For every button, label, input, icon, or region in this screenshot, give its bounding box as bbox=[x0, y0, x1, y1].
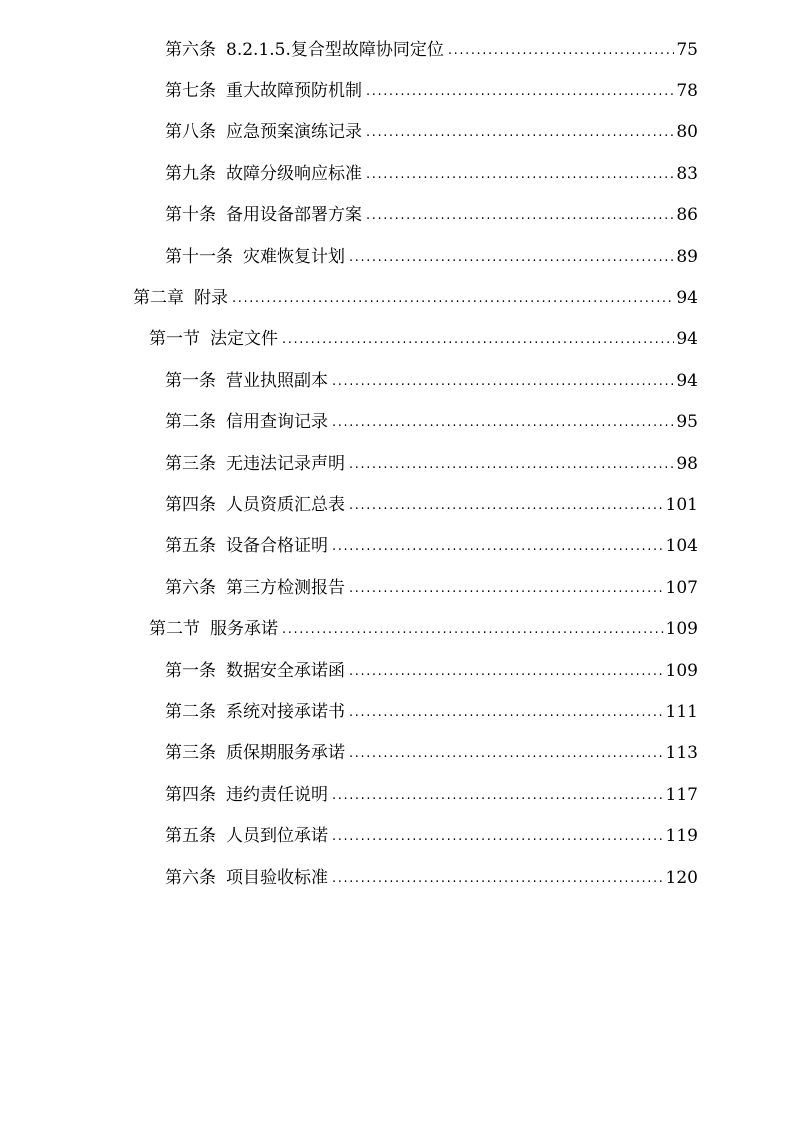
toc-entry-row bbox=[165, 454, 698, 476]
toc-entry[interactable] bbox=[0, 154, 793, 195]
toc-entry-title bbox=[165, 164, 362, 184]
toc-entry-text: 设备合格证明 bbox=[226, 536, 328, 557]
toc-entry-title bbox=[165, 205, 362, 225]
toc-entry[interactable] bbox=[0, 734, 793, 775]
dot-leader bbox=[366, 82, 674, 102]
toc-entry-title bbox=[149, 329, 278, 349]
toc-entry-text: 项目验收标准 bbox=[226, 867, 328, 888]
toc-entry-number: 第六条 bbox=[165, 39, 216, 60]
toc-entry-row bbox=[165, 495, 698, 517]
dot-leader bbox=[282, 330, 674, 350]
toc-entry-row bbox=[165, 40, 698, 62]
toc-entry-number: 第一节 bbox=[149, 329, 200, 350]
toc-entry[interactable] bbox=[0, 609, 793, 650]
toc-entry-text: 灾难恢复计划 bbox=[243, 246, 345, 267]
toc-entry-title bbox=[165, 247, 345, 267]
toc-entry-title bbox=[149, 619, 278, 639]
toc-entry-title bbox=[165, 868, 328, 888]
toc-entry-text: 人员资质汇总表 bbox=[226, 494, 345, 515]
toc-entry-number: 第二章 bbox=[133, 288, 184, 309]
toc-page-number: 113 bbox=[665, 743, 698, 764]
toc-entry-text: 信用查询记录 bbox=[226, 412, 328, 433]
toc-entry-number: 第六条 bbox=[165, 867, 216, 888]
toc-entry-text: 备用设备部署方案 bbox=[226, 205, 362, 226]
toc-entry[interactable] bbox=[0, 858, 793, 899]
toc-entry-number: 第三条 bbox=[165, 743, 216, 764]
dot-leader bbox=[332, 372, 674, 392]
toc-entry-number: 第六条 bbox=[165, 577, 216, 598]
toc-entry-text: 第三方检测报告 bbox=[226, 577, 345, 598]
toc-entry-title bbox=[165, 81, 362, 101]
toc-entry[interactable] bbox=[0, 403, 793, 444]
dot-leader bbox=[349, 579, 664, 599]
toc-entry-row bbox=[165, 412, 698, 434]
toc-entry-number: 第二条 bbox=[165, 412, 216, 433]
toc-page-number: 94 bbox=[676, 370, 698, 391]
toc-entry[interactable] bbox=[0, 320, 793, 361]
dot-leader bbox=[332, 869, 664, 889]
toc-page-number: 120 bbox=[665, 867, 698, 888]
toc-entry-number: 第一条 bbox=[165, 370, 216, 391]
toc-page-number: 78 bbox=[676, 81, 698, 102]
dot-leader bbox=[366, 206, 674, 226]
toc-page-number: 80 bbox=[676, 122, 698, 143]
toc-entry-title bbox=[165, 495, 345, 515]
dot-leader bbox=[349, 662, 664, 682]
toc-entry-title bbox=[165, 412, 328, 432]
toc-entry-title bbox=[165, 743, 345, 763]
dot-leader bbox=[332, 537, 664, 557]
toc-entry-text: 附录 bbox=[194, 288, 228, 309]
toc-entry[interactable] bbox=[0, 816, 793, 857]
toc-entry-title bbox=[165, 578, 345, 598]
toc-entry-row bbox=[165, 661, 698, 683]
dot-leader bbox=[282, 620, 664, 640]
toc-entry-number: 第二节 bbox=[149, 619, 200, 640]
toc-entry-number: 第四条 bbox=[165, 494, 216, 515]
toc-entry[interactable] bbox=[0, 485, 793, 526]
toc-entry-number: 第四条 bbox=[165, 784, 216, 805]
dot-leader bbox=[349, 496, 664, 516]
toc-entry-text: 应急预案演练记录 bbox=[226, 122, 362, 143]
toc-page-number: 111 bbox=[665, 701, 698, 722]
toc-page-number: 119 bbox=[665, 826, 698, 847]
toc-entry-row bbox=[149, 329, 698, 351]
toc-entry-row bbox=[165, 702, 698, 724]
toc-entry-title bbox=[165, 371, 328, 391]
toc-page-number: 94 bbox=[676, 329, 698, 350]
toc-entry-title bbox=[133, 288, 228, 308]
toc-page-number: 98 bbox=[676, 453, 698, 474]
toc-entry[interactable] bbox=[0, 692, 793, 733]
toc-page-number: 75 bbox=[676, 39, 698, 60]
toc-entry[interactable] bbox=[0, 30, 793, 71]
toc-entry[interactable] bbox=[0, 568, 793, 609]
toc-page-number: 86 bbox=[676, 205, 698, 226]
toc-entry-number: 第十一条 bbox=[165, 246, 233, 267]
toc-entry-row bbox=[165, 122, 698, 144]
toc-page-number: 89 bbox=[676, 246, 698, 267]
toc-page-number: 101 bbox=[665, 494, 698, 515]
toc-entry-text: 故障分级响应标准 bbox=[226, 163, 362, 184]
toc-entry-text: 营业执照副本 bbox=[226, 370, 328, 391]
toc-entry-row bbox=[165, 371, 698, 393]
toc-entry-text: 重大故障预防机制 bbox=[226, 81, 362, 102]
toc-entry-number: 第九条 bbox=[165, 163, 216, 184]
dot-leader bbox=[448, 41, 674, 61]
toc-entry[interactable] bbox=[0, 71, 793, 112]
toc-entry-row bbox=[149, 619, 698, 641]
table-of-contents bbox=[0, 30, 793, 899]
toc-entry-row bbox=[165, 785, 698, 807]
dot-leader bbox=[366, 123, 674, 143]
toc-entry-row bbox=[165, 868, 698, 890]
toc-entry-number: 第八条 bbox=[165, 122, 216, 143]
toc-entry-title bbox=[165, 454, 345, 474]
toc-entry-number: 第五条 bbox=[165, 826, 216, 847]
toc-entry-row bbox=[165, 826, 698, 848]
dot-leader bbox=[332, 786, 664, 806]
toc-entry-text: 人员到位承诺 bbox=[226, 826, 328, 847]
toc-entry-number: 第二条 bbox=[165, 701, 216, 722]
toc-entry-number: 第七条 bbox=[165, 81, 216, 102]
toc-entry[interactable] bbox=[0, 113, 793, 154]
dot-leader bbox=[349, 744, 664, 764]
toc-entry-number: 第十条 bbox=[165, 205, 216, 226]
toc-page-number: 95 bbox=[676, 412, 698, 433]
toc-entry-title bbox=[165, 536, 328, 556]
toc-entry[interactable] bbox=[0, 775, 793, 816]
toc-entry-title bbox=[165, 661, 345, 681]
toc-entry[interactable] bbox=[0, 651, 793, 692]
toc-page-number: 83 bbox=[676, 163, 698, 184]
toc-entry-row bbox=[165, 743, 698, 765]
toc-entry-title bbox=[165, 40, 444, 60]
toc-entry-row bbox=[165, 247, 698, 269]
toc-entry-row bbox=[165, 536, 698, 558]
toc-entry-row bbox=[165, 164, 698, 186]
toc-entry[interactable] bbox=[0, 361, 793, 402]
dot-leader bbox=[332, 413, 674, 433]
toc-page-number: 117 bbox=[665, 784, 698, 805]
toc-entry[interactable] bbox=[0, 527, 793, 568]
toc-entry[interactable] bbox=[0, 444, 793, 485]
toc-entry-title bbox=[165, 122, 362, 142]
toc-entry-number: 第一条 bbox=[165, 660, 216, 681]
toc-entry-title bbox=[165, 785, 328, 805]
toc-entry-text: 数据安全承诺函 bbox=[226, 660, 345, 681]
dot-leader bbox=[349, 703, 664, 723]
toc-entry-row bbox=[165, 81, 698, 103]
toc-entry-number: 第三条 bbox=[165, 453, 216, 474]
toc-entry-text: 服务承诺 bbox=[210, 619, 278, 640]
toc-entry-text: 无违法记录声明 bbox=[226, 453, 345, 474]
toc-entry-text: 系统对接承诺书 bbox=[226, 701, 345, 722]
toc-entry-number: 第五条 bbox=[165, 536, 216, 557]
toc-entry[interactable] bbox=[0, 237, 793, 278]
toc-page-number: 94 bbox=[676, 288, 698, 309]
toc-page-number: 104 bbox=[665, 536, 698, 557]
toc-entry-row bbox=[165, 205, 698, 227]
toc-page-number: 109 bbox=[665, 619, 698, 640]
toc-entry-row bbox=[165, 578, 698, 600]
toc-page-number: 107 bbox=[665, 577, 698, 598]
dot-leader bbox=[349, 248, 674, 268]
toc-entry-text: 法定文件 bbox=[210, 329, 278, 350]
toc-entry-row bbox=[133, 288, 698, 310]
toc-entry[interactable] bbox=[0, 196, 793, 237]
toc-entry-text: 违约责任说明 bbox=[226, 784, 328, 805]
toc-entry[interactable] bbox=[0, 278, 793, 319]
toc-page-number: 109 bbox=[665, 660, 698, 681]
toc-entry-title bbox=[165, 826, 328, 846]
dot-leader bbox=[366, 165, 674, 185]
dot-leader bbox=[332, 827, 664, 847]
toc-entry-text: 8.2.1.5.复合型故障协同定位 bbox=[226, 39, 444, 60]
dot-leader bbox=[232, 289, 674, 309]
toc-entry-text: 质保期服务承诺 bbox=[226, 743, 345, 764]
toc-entry-title bbox=[165, 702, 345, 722]
dot-leader bbox=[349, 455, 674, 475]
